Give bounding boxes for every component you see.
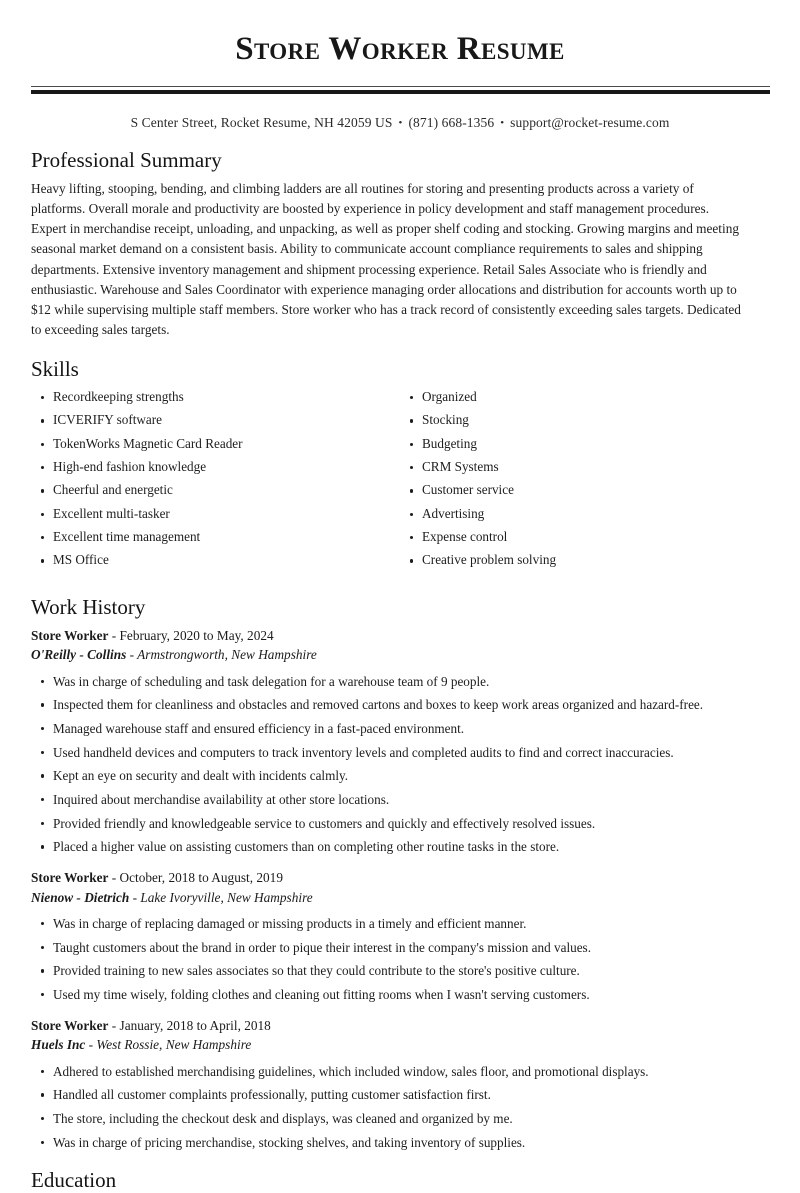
skill-item: Organized <box>400 389 769 406</box>
job-responsibility-item: Handled all customer complaints professionally, putting customer satisfaction first. <box>31 1086 769 1103</box>
job-responsibility-item: Inquired about merchandise availability at other store locations. <box>31 791 769 808</box>
summary-text: Heavy lifting, stooping, bending, and climbing ladders are all routines for storing and presenting products across a variety of platforms. Overall morale and productivity are boosted by experience in policy development and staff management procedures. Expert in merchandise receipt, unloading, and unpacking, as well as proper shelf coding and stocking. Growing margins and meeting seasonal market demand on a consistent basis. Ability to communicate account compliance requirements to sales and shipping departments. Extensive inventory management and shipment processing experience. Retail Sales Associate who is friendly and enthusiastic. Warehouse and Sales Coordinator with experience managing order allocations and distribution for accounts worth up to $12 while supervising multiple staff members. Store worker who has a track record of consistently exceeding sales targets. Dedicated to exceeding sales targets. <box>31 180 741 338</box>
job-title: Store Worker <box>31 870 109 886</box>
job-responsibility-list <box>31 1063 769 1151</box>
skill-item: Advertising <box>400 506 769 523</box>
skill-item: Budgeting <box>400 436 769 453</box>
job-responsibility-item: The store, including the checkout desk and displays, was cleaned and organized by me. <box>31 1110 769 1127</box>
job-responsibility-list <box>31 673 769 856</box>
section-skills <box>31 356 769 575</box>
job-company: Nienow - Dietrich <box>31 889 130 905</box>
job-title: Store Worker <box>31 1018 109 1034</box>
job-title-line <box>31 1016 769 1035</box>
skills-columns <box>31 389 769 576</box>
job-dates: February, 2020 to May, 2024 <box>119 628 274 644</box>
contact-address: S Center Street, Rocket Resume, NH 42059 US <box>130 114 393 130</box>
section-heading-education: Education <box>31 1167 117 1192</box>
job-responsibility-item: Provided training to new sales associates so that they could contribute to the store's positive culture. <box>31 962 769 979</box>
skill-item: TokenWorks Magnetic Card Reader <box>31 436 400 453</box>
divider-thick-line <box>31 90 770 94</box>
job-company: Huels Inc <box>31 1037 86 1053</box>
job-title-dash: - <box>108 1018 120 1034</box>
job-company-line <box>31 888 769 907</box>
skill-item: Customer service <box>400 482 769 499</box>
job-title: Store Worker <box>31 628 109 644</box>
skills-column-right <box>400 389 769 576</box>
skill-item: High-end fashion knowledge <box>31 459 400 476</box>
contact-phone: (871) 668-1356 <box>408 114 495 130</box>
work-history-entry <box>31 1016 769 1151</box>
job-responsibility-item: Used my time wisely, folding clothes and cleaning out fitting rooms when I wasn't serving customers. <box>31 986 769 1003</box>
job-title-dash: - <box>108 870 120 886</box>
contact-email: support@rocket-resume.com <box>510 114 670 130</box>
job-responsibility-item: Used handheld devices and computers to track inventory levels and completed audits to find and correct inaccuracies. <box>31 744 769 761</box>
job-dates: October, 2018 to August, 2019 <box>119 870 283 886</box>
section-education <box>31 1167 769 1193</box>
skill-item: Recordkeeping strengths <box>31 389 400 406</box>
job-company-line <box>31 645 769 664</box>
skill-item: Stocking <box>400 412 769 429</box>
section-heading-skills: Skills <box>31 357 79 382</box>
job-responsibility-item: Kept an eye on security and dealt with incidents calmly. <box>31 767 769 784</box>
work-history-entry <box>31 868 769 1003</box>
job-responsibility-item: Taught customers about the brand in order to pique their interest in the company's mission and values. <box>31 939 769 956</box>
job-company-dash: - <box>129 889 141 905</box>
skill-item: Excellent multi-tasker <box>31 506 400 523</box>
section-professional-summary <box>31 147 769 341</box>
job-responsibility-item: Was in charge of scheduling and task delegation for a warehouse team of 9 people. <box>31 673 769 690</box>
job-location: Lake Ivoryville, New Hampshire <box>140 889 313 905</box>
job-company-line <box>31 1035 769 1054</box>
job-company: O'Reilly - Collins <box>31 647 127 663</box>
skill-item: ICVERIFY software <box>31 412 400 429</box>
job-responsibility-item: Inspected them for cleanliness and obstacles and removed cartons and boxes to keep work areas organized and hazard-free. <box>31 696 769 713</box>
contact-separator-1: • <box>398 116 403 129</box>
job-title-line <box>31 626 769 645</box>
skill-item: Excellent time management <box>31 529 400 546</box>
job-responsibility-item: Managed warehouse staff and ensured efficiency in a fast-paced environment. <box>31 720 769 737</box>
contact-separator-2: • <box>500 116 505 129</box>
section-heading-work-history: Work History <box>31 594 146 619</box>
skill-item: Cheerful and energetic <box>31 482 400 499</box>
job-location: West Rossie, New Hampshire <box>96 1037 252 1053</box>
job-responsibility-list <box>31 915 769 1003</box>
job-responsibility-item: Was in charge of pricing merchandise, stocking shelves, and taking inventory of supplies. <box>31 1134 769 1151</box>
job-location: Armstrongworth, New Hampshire <box>137 647 317 663</box>
skills-list-right <box>400 389 769 570</box>
job-company-dash: - <box>126 647 138 663</box>
section-heading-summary: Professional Summary <box>31 147 222 172</box>
job-responsibility-item: Placed a higher value on assisting customers than on completing other routine tasks in the store. <box>31 838 769 855</box>
job-company-dash: - <box>85 1037 97 1053</box>
skills-column-left <box>31 389 400 576</box>
section-work-history <box>31 594 769 1151</box>
work-history-list <box>31 626 769 1151</box>
skills-list-left <box>31 389 400 570</box>
job-responsibility-item: Adhered to established merchandising guidelines, which included window, sales floor, and promotional displays. <box>31 1063 769 1080</box>
work-history-entry <box>31 626 769 855</box>
skill-item: Creative problem solving <box>400 552 769 569</box>
job-title-line <box>31 868 769 887</box>
skill-item: CRM Systems <box>400 459 769 476</box>
skill-item: Expense control <box>400 529 769 546</box>
skill-item: MS Office <box>31 552 400 569</box>
job-responsibility-item: Provided friendly and knowledgeable service to customers and quickly and effectively resolved issues. <box>31 815 769 832</box>
job-title-dash: - <box>108 628 120 644</box>
page-title: Store Worker Resume <box>235 31 565 67</box>
job-responsibility-item: Was in charge of replacing damaged or missing products in a timely and efficient manner. <box>31 915 769 932</box>
contact-line <box>31 115 769 131</box>
job-dates: January, 2018 to April, 2018 <box>119 1018 271 1034</box>
header-divider <box>31 86 770 94</box>
